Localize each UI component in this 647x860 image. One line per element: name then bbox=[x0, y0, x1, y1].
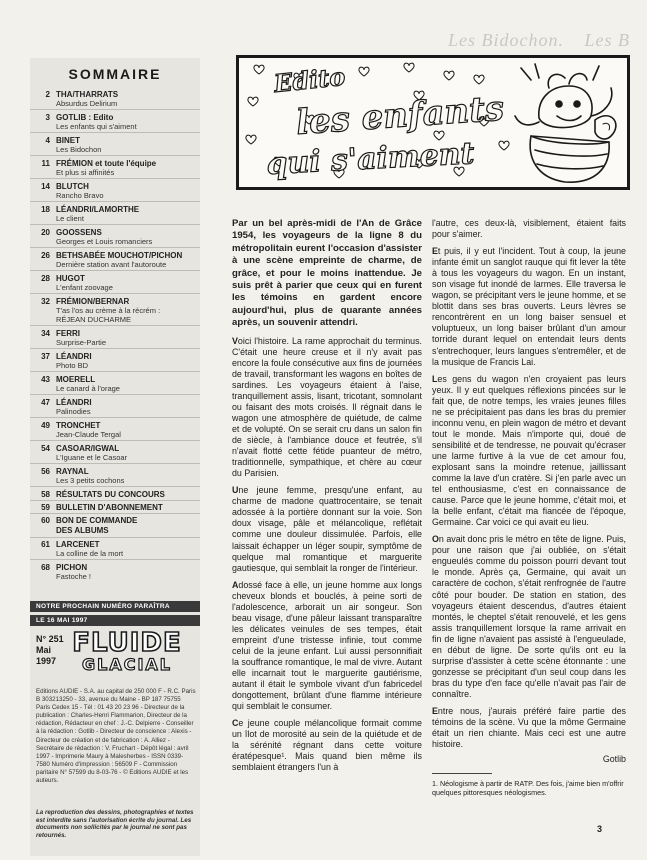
toc-page: 4 bbox=[45, 136, 50, 145]
paragraph-text: ntre nous, j'aurais préféré faire partie des témoins de la scène. Vu que la môme Germaine était un rien chiante. Mais ceci est une autre histoire. bbox=[432, 705, 626, 750]
drop-cap: U bbox=[232, 485, 239, 496]
running-header-left: Les Bidochon. bbox=[448, 30, 564, 50]
toc-page: 34 bbox=[41, 329, 50, 338]
sommaire-sidebar bbox=[30, 58, 200, 856]
toc-story: Et plus si affinités bbox=[56, 168, 115, 177]
author-signature: Gotlib bbox=[602, 754, 626, 765]
toc-story: Photo BD bbox=[56, 361, 89, 370]
toc-page: 2 bbox=[45, 90, 50, 99]
toc-page: 11 bbox=[41, 159, 50, 168]
article-paragraph bbox=[432, 534, 626, 700]
article-paragraph bbox=[232, 718, 422, 773]
toc-page: 3 bbox=[45, 113, 50, 122]
toc-author: BULLETIN D'ABONNEMENT bbox=[56, 503, 163, 512]
toc-story: Les 3 petits cochons bbox=[56, 476, 125, 485]
toc-divider bbox=[30, 371, 200, 372]
toc-story: Les enfants qui s'aiment bbox=[56, 122, 137, 131]
toc-page: 18 bbox=[41, 205, 50, 214]
toc-divider bbox=[30, 247, 200, 248]
toc-story: Fastoche ! bbox=[56, 572, 92, 581]
footnote-divider bbox=[432, 773, 492, 774]
logo-line-2: GLACIAL bbox=[82, 655, 172, 674]
drop-cap: E bbox=[432, 246, 438, 257]
running-header-right: Les B bbox=[584, 30, 630, 50]
toc-author: RAYNAL bbox=[56, 467, 89, 476]
page-number: 3 bbox=[597, 824, 603, 834]
paragraph-text: oici l'histoire. La rame approchait du terminus. C'était une heure creuse et il n'y avait pas encore la foule consécutive aux fins de journées de travail, transformant les wagons en boîtes de sardines. Les voyageurs étaient à l'aise, tranquillement assis, lisant, tricotant, somnolant ou faisant des mots croisés. Il régnait dans le wagon une atmosphère de quiétude, de calme et de volupté. On se serait cru dans un salon fin de siècle, à l'ambiance douce et feutrée, s'il n'avait flotté cette fétide puanteur de métro, traditionnelle, sympathique, et chère au cœur du Parisien. bbox=[232, 335, 422, 479]
article-paragraph bbox=[232, 336, 422, 480]
toc-page: 61 bbox=[41, 540, 50, 549]
toc-divider bbox=[30, 394, 200, 395]
toc-page: 54 bbox=[41, 444, 50, 453]
toc-divider bbox=[30, 155, 200, 156]
toc-divider bbox=[30, 463, 200, 464]
next-issue-label: NOTRE PROCHAIN NUMÉRO PARAÎTRA bbox=[30, 601, 200, 612]
toc-page: 60 bbox=[41, 516, 50, 525]
next-issue-date: LE 16 MAI 1997 bbox=[30, 615, 200, 626]
toc-divider bbox=[30, 270, 200, 271]
toc-author: FERRI bbox=[56, 329, 80, 338]
toc-author: MOERELL bbox=[56, 375, 96, 384]
toc-story-line2: RÉJEAN DUCHARME bbox=[56, 315, 132, 324]
drop-cap: E bbox=[432, 705, 438, 716]
paragraph-text: t puis, il y eut l'incident. Tout à coup, la jeune infante émit un sanglot rauque qui fit lever la tête à tous les voyageurs du wagon. En un instant, son visage fut inondé de larmes. Elle traversa le wagon, se précipitant vers le jeune homme, et se blottit dans ses bras ouverts. Leurs lèvres se rencontrèrent en un long baiser sensuel et voluptueux, un long baiser brûlant d'un amour torride durant lequel on entendait leurs dents s'entrechoquer, leurs langues s'entremêler, et de la musique de Francis Lai. bbox=[432, 246, 626, 367]
article-column-right bbox=[432, 218, 626, 797]
toc-divider bbox=[30, 486, 200, 487]
toc-author: CASOAR/IGWAL bbox=[56, 444, 120, 453]
toc-page: 43 bbox=[41, 375, 50, 384]
toc-author: GOTLIB : Edito bbox=[56, 113, 114, 122]
toc-story: Les Bidochon bbox=[56, 145, 102, 154]
toc-page: 68 bbox=[41, 563, 50, 572]
toc-page: 49 bbox=[41, 421, 50, 430]
toc-divider bbox=[30, 513, 200, 514]
toc-story: Rancho Bravo bbox=[56, 191, 104, 200]
toc-author: BON DE COMMANDE bbox=[56, 516, 138, 525]
edito-title-line2: les enfants bbox=[294, 88, 506, 143]
toc-story: Le canard à l'orage bbox=[56, 384, 120, 393]
toc-author: LARCENET bbox=[56, 540, 100, 549]
toc-author: FRÉMION et toute l'équipe bbox=[56, 159, 157, 168]
toc-page: 58 bbox=[41, 490, 50, 499]
toc-divider bbox=[30, 559, 200, 560]
sommaire-title: SOMMAIRE bbox=[68, 66, 162, 82]
toc-author: RÉSULTATS DU CONCOURS bbox=[56, 490, 165, 499]
article-paragraph: l'autre, ces deux-là, visiblement, étaient faits pour s'aimer. bbox=[432, 218, 626, 240]
toc-divider bbox=[30, 178, 200, 179]
drop-cap: A bbox=[232, 579, 239, 590]
toc-author: BLUTCH bbox=[56, 182, 89, 191]
cartoon-character bbox=[515, 64, 616, 182]
edito-illustration bbox=[236, 55, 630, 190]
toc-page: 20 bbox=[41, 228, 50, 237]
toc-divider bbox=[30, 417, 200, 418]
toc-page: 14 bbox=[41, 182, 50, 191]
toc-author-line2: DES ALBUMS bbox=[56, 526, 109, 535]
drop-cap: L bbox=[432, 373, 438, 384]
toc-author: FRÉMION/BERNAR bbox=[56, 297, 130, 306]
toc-divider bbox=[30, 132, 200, 133]
toc-divider bbox=[30, 348, 200, 349]
toc-story: Palinodies bbox=[56, 407, 91, 416]
imprint-text: Editions AUDIE - S.A. au capital de 250 000 F - R.C. Paris B 303213250 - 33, avenue du Maine - BP 187 75755 Paris Cedex 15 - Tél : 01 43 20 23 96 - Directeur de la publication : Charles-Henri Flammarion, Directeur de la rédaction, Rédacteur en chef : J.-C. Delpierre - Conseiller à la rédaction : Gotlib - Directeur de conscience : Alexis - Directeur de création et de fabrication : A. Alliez - Secrétaire de rédaction : V. Fruchart - Dépôt légal : avril 1997 - Imprimerie Maury à Malesherbes - ISSN 0339-7580 Numéro d'impression : 56509 F - Commission paritaire N° 57599 du 8-03-76 - © Editions AUDIE et les auteurs. bbox=[36, 688, 196, 785]
legal-notice: La reproduction des dessins, photographies et textes est interdite sans l'autorisation écrite du journal. Les documents non sollicités par le journal ne sont pas retournés. bbox=[36, 809, 194, 839]
paragraph-text: ne jeune femme, presqu'une enfant, au charme de madone quattrocentaire, se tenait adossée à la portière donnant sur la voie. Son doux visage, pâle et mélancolique, reflétait comme une douleur dissimulée. Parfois, elle laissait échapper un léger soupir, symptôme de quelque mal romantique et marguerite gautiesque, qui semblait la ronger de l'intérieur. bbox=[232, 485, 422, 573]
toc-page: 26 bbox=[41, 251, 50, 260]
issue-number: N° 251 bbox=[36, 634, 64, 644]
toc-page: 47 bbox=[41, 398, 50, 407]
paragraph-text: n avait donc pris le métro en tête de ligne. Puis, pour une raison que j'ai oubliée, on s'était engueulés comme du poisson pourri devant tout le monde. Après ça, Germaine, qui avait un caractère de cochon, s'était renfrognée de l'autre côté pour bouder. De station en station, des voyageurs étaient descendus, d'autres étaient montés, le cheptel s'était renouvelé, et les gens assis tranquillement lorsque la rame arrivait en fin de ligne n'avaient pas assisté à l'engueulade, en début de ligne. De sorte qu'ils ont eu la surprise d'assister à cette scène étonnante : une gonzesse se précipitant d'un seul coup dans les bras du type d'en face qu'elle n'avait pas l'air de connaître. bbox=[432, 534, 626, 699]
toc-author: THA/THARRATS bbox=[56, 90, 119, 99]
toc-story: L'enfant zoovage bbox=[56, 283, 113, 292]
toc-author: BINET bbox=[56, 136, 80, 145]
toc-author: BETHSABÉE MOUCHOT/PICHON bbox=[56, 251, 183, 260]
issue-month: Mai bbox=[36, 645, 52, 655]
toc-page: 32 bbox=[41, 297, 50, 306]
paragraph-text: e jeune couple mélancolique formait comme un îlot de morosité au sein de la quiétude et de la sérénité régnant dans cette voiture ératépesque¹. Mais quand bien même ils semblaient étrangers l'un à bbox=[232, 718, 422, 773]
toc-divider bbox=[30, 224, 200, 225]
toc-author: LÉANDRI/LAMORTHE bbox=[56, 205, 140, 214]
toc-story: T'as l'os au crème à la récrém : bbox=[56, 306, 161, 315]
edito-drawing bbox=[239, 58, 627, 187]
toc-author: LÉANDRI bbox=[56, 352, 92, 361]
article-paragraph bbox=[432, 706, 626, 750]
article-paragraph bbox=[432, 246, 626, 368]
paragraph-text: dossé face à elle, un jeune homme aux longs cheveux blonds et bouclés, à peine sorti de l'adolescence, arborait un air songeur. Son beau visage, d'une pâleur laissant transparaître les délicates veinules de ses tempes, était empreint d'une tristesse infinie, tout comme celui de la jeune enfant. Lui aussi personnifiait la souffrance romantique, le mal de vivre. Autant elle incarnait tout le marguerite gautiérisme, autant il était le symbole vivant d'un fabricedel dongottement, brûlant d'une flamme intérieure qui semblait le consumer. bbox=[232, 579, 422, 712]
article-paragraph bbox=[232, 485, 422, 573]
toc-story: La colline de la mort bbox=[56, 549, 124, 558]
edito-title-line1: Edito bbox=[272, 61, 347, 98]
toc-page: 56 bbox=[41, 467, 50, 476]
drop-cap: O bbox=[432, 534, 439, 545]
toc-story: Le client bbox=[56, 214, 84, 223]
toc-story: L'Iguane et le Casoar bbox=[56, 453, 128, 462]
toc-page: 59 bbox=[41, 503, 50, 512]
toc-story: Dernière station avant l'autoroute bbox=[56, 260, 167, 269]
toc-divider bbox=[30, 440, 200, 441]
article-column-left bbox=[232, 218, 422, 779]
toc-author: HUGOT bbox=[56, 274, 85, 283]
article-lead: Par un bel après-midi de l'An de Grâce 1954, les voyageurs de la ligne 8 du métropolitain eurent l'occasion d'assister à une scène empreinte de charme, de grâce, et pour le moins inattendue. Je suis prêt à parier que ceux qui en furent les témoins en gardent encore aujourd'hui, plus de quarante années après, un souvenir attendri. bbox=[232, 218, 422, 329]
toc-author: LÉANDRI bbox=[56, 398, 92, 407]
drop-cap: V bbox=[232, 335, 238, 346]
toc-divider bbox=[30, 293, 200, 294]
logo-line-1: FLUIDE bbox=[72, 628, 182, 658]
toc-divider bbox=[30, 201, 200, 202]
toc-divider bbox=[30, 500, 200, 501]
toc-author: PICHON bbox=[56, 563, 88, 572]
toc-divider bbox=[30, 109, 200, 110]
toc-divider bbox=[30, 537, 200, 538]
toc-page: 37 bbox=[41, 352, 50, 361]
toc-author: TRONCHET bbox=[56, 421, 101, 430]
drop-cap: C bbox=[232, 718, 239, 729]
edito-title-line3: qui s'aiment bbox=[265, 136, 476, 182]
toc-story: Jean-Claude Tergal bbox=[56, 430, 121, 439]
article-paragraph bbox=[232, 580, 422, 713]
fluide-glacial-logo bbox=[72, 630, 182, 680]
toc-page: 28 bbox=[41, 274, 50, 283]
toc-story: Georges et Louis romanciers bbox=[56, 237, 153, 246]
issue-info bbox=[30, 634, 66, 680]
toc-story: Surprise-Partie bbox=[56, 338, 107, 347]
running-header bbox=[300, 30, 630, 56]
article-paragraph bbox=[432, 374, 626, 529]
toc-divider bbox=[30, 325, 200, 326]
footnote: 1. Néologisme à partir de RATP. Des fois, j'aime bien m'offrir quelques pittoresques néologismes. bbox=[432, 779, 624, 797]
issue-year: 1997 bbox=[36, 656, 57, 666]
toc-author: GOOSSENS bbox=[56, 228, 102, 237]
paragraph-text: es gens du wagon n'en croyaient pas leurs yeux. Il y eut quelques réflexions pincées sur le fait que, de notre temps, les vraies jeunes filles ne se précipitaient pas dans les bras du premier inconnu venu, en plein wagon de métro et devant tout le monde. Mais n'importe qui, doué de sensibilité et de tendresse, ne pouvait qu'écraser une larme furtive à la vue de cet amour fou, explosant sans la moindre retenue, jaillissant comme la lave d'un cratère. Si j'en parle avec un tel enthousiasme, c'est en connaissance de cause. Parce que le jeune homme, c'était moi, et la belle enfant, c'était ma fiancée de l'époque, Germaine. Car voici ce qui avait eu lieu. bbox=[432, 373, 626, 528]
toc-story: Absurdus Delirium bbox=[56, 99, 118, 108]
